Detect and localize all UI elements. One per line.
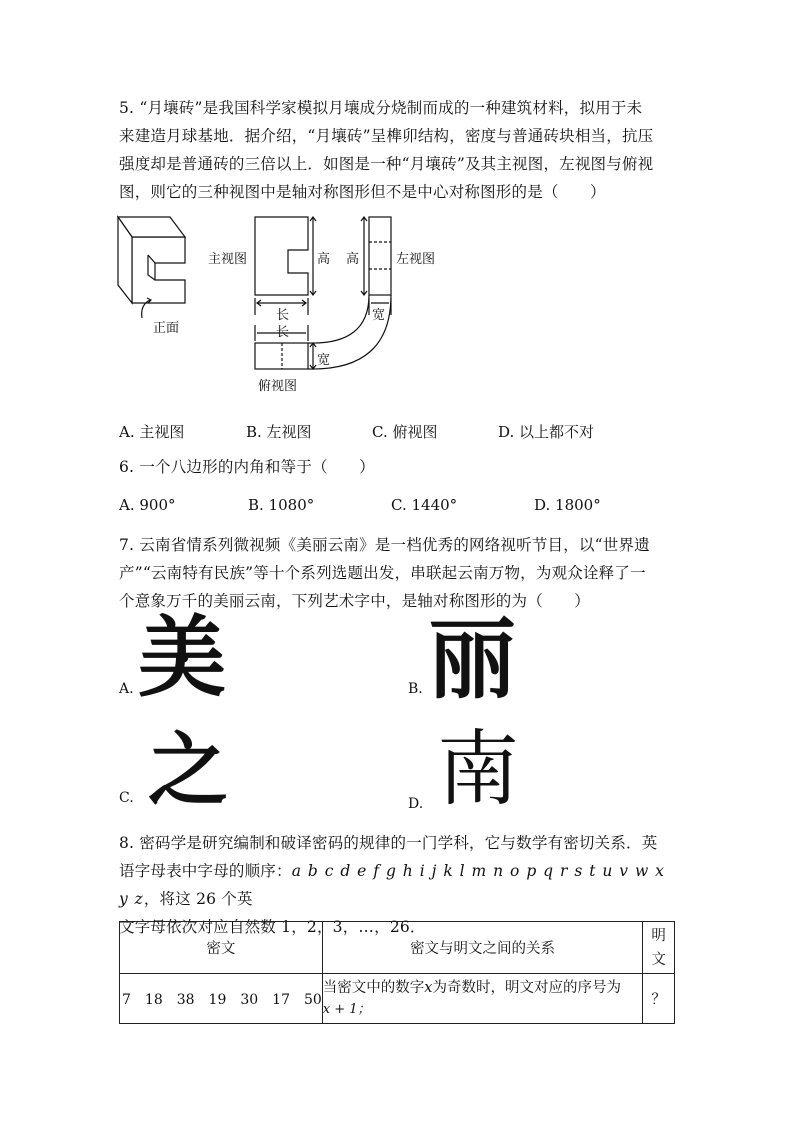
left-view-shape — [369, 217, 391, 295]
height-label-left: 高 — [346, 252, 360, 267]
q7-option-b-char[interactable]: 丽 — [428, 608, 517, 711]
cell-relation — [322, 974, 643, 1024]
q6-option-c[interactable]: C. 1440° — [391, 496, 458, 514]
connecting-arc — [308, 295, 369, 343]
q7-option-a-letter[interactable]: A. — [119, 681, 134, 697]
header-plaintext-1: 明 — [651, 927, 666, 944]
cipher-table — [119, 921, 675, 1024]
q7-option-a-char[interactable]: 美 — [138, 606, 227, 709]
cell-plaintext: ？ — [643, 974, 675, 1024]
q5-option-d[interactable]: D. 以上都不对 — [498, 423, 595, 441]
length-label-main: 长 — [276, 308, 290, 323]
q5-option-c[interactable]: C. 俯视图 — [372, 423, 438, 441]
q5-option-a[interactable]: A. 主视图 — [119, 423, 185, 441]
height-label-main: 高 — [317, 252, 331, 267]
q7-line-2: 产”“云南特有民族”等十个系列选题出发，串联起云南万物，为观众诠释了一 — [119, 564, 646, 582]
q5-line-4: 图，则它的三种视图中是轴对称图形但不是中心对称图形的是（ ） — [119, 183, 606, 201]
q8-line-2-post: ，将这 26 个英 — [143, 890, 253, 908]
q5-line-1: 5. “月壤砖”是我国科学家模拟月壤成分烧制而成的一种建筑材料，拟用于未 — [119, 99, 643, 117]
q7-option-b-letter[interactable]: B. — [408, 681, 423, 697]
length-label-top: 长 — [276, 325, 290, 340]
q6-text: 6. 一个八边形的内角和等于（ ） — [119, 458, 375, 476]
cell-relation-var: x — [424, 979, 433, 996]
header-plaintext — [643, 922, 675, 974]
q6-option-a[interactable]: A. 900° — [119, 496, 176, 514]
q6-option-b[interactable]: B. 1080° — [248, 496, 315, 514]
top-view-label: 俯视图 — [258, 379, 298, 394]
cell-relation-a: 当密文中的数字 — [322, 979, 425, 996]
q7-option-c-char[interactable]: 之 — [148, 724, 228, 817]
q5-option-b[interactable]: B. 左视图 — [246, 423, 312, 441]
main-view-label: 主视图 — [208, 252, 248, 267]
header-ciphertext: 密文 — [120, 922, 323, 974]
q8-alphabet: a b c d e f g h i j k l m n o p q r s t u v w x y z — [119, 862, 665, 908]
q7-text — [119, 531, 679, 615]
q5-line-2: 来建造月球基地．据介绍，“月壤砖”呈榫卯结构，密度与普通砖块相当，抗压 — [119, 127, 654, 145]
q7-option-c-letter[interactable]: C. — [119, 790, 134, 806]
front-label: 正面 — [153, 321, 180, 336]
table-header-row — [120, 922, 675, 974]
left-view-label: 左视图 — [396, 252, 436, 267]
main-view-shape — [255, 217, 308, 295]
q7-option-d-char[interactable]: 南 — [437, 722, 520, 817]
cell-relation-b: 为奇数时，明文对应的序号为 — [432, 979, 621, 996]
width-label-left: 宽 — [372, 308, 386, 323]
header-plaintext-2: 文 — [651, 951, 666, 968]
q7-line-1: 7. 云南省情系列微视频《美丽云南》是一档优秀的网络视听节目，以“世界遗 — [119, 536, 650, 554]
cell-ciphertext: 7 18 38 19 30 17 50 — [120, 974, 323, 1024]
q7-line-3: 个意象万千的美丽云南，下列艺术字中，是轴对称图形的为（ ） — [119, 592, 591, 610]
width-label-top: 宽 — [317, 353, 331, 368]
brick-front-face — [132, 237, 185, 303]
q5-figure — [110, 205, 470, 400]
q8-line-2-pre: 语字母表中字母的顺序： — [119, 862, 292, 880]
q6-option-d[interactable]: D. 1800° — [534, 496, 601, 514]
cell-relation-line-1 — [323, 977, 643, 999]
q7-option-d-letter[interactable]: D. — [408, 796, 424, 812]
q8-line-2 — [119, 857, 679, 913]
header-relation: 密文与明文之间的关系 — [322, 922, 643, 974]
cell-relation-line-2: x + 1； — [322, 1001, 371, 1017]
q5-text — [119, 94, 679, 206]
table-row — [120, 974, 675, 1024]
q5-line-3: 强度却是普通砖的三倍以上．如图是一种“月壤砖”及其主视图，左视图与俯视 — [119, 155, 654, 173]
q8-line-3: 文字母依次对应自然数 1，2，3，…，26． — [119, 918, 426, 936]
q8-line-1: 8. 密码学是研究编制和破译密码的规律的一门学科，它与数学有密切关系．英 — [119, 834, 658, 852]
